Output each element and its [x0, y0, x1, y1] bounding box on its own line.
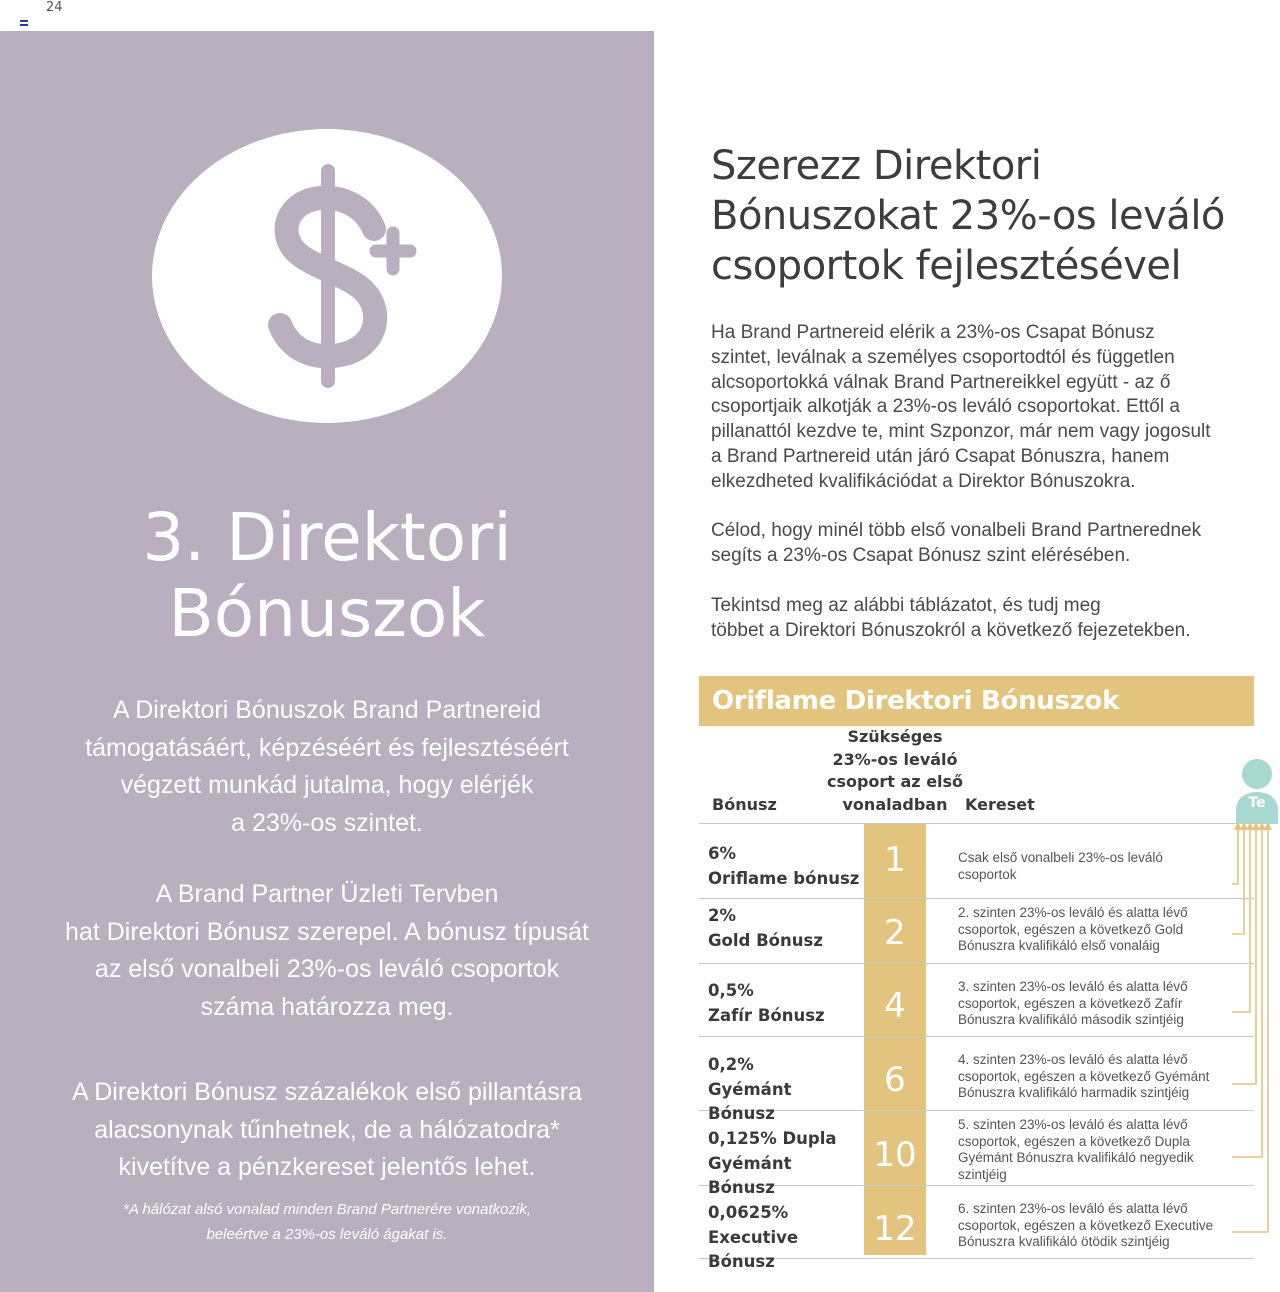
right-paragraph-2	[711, 519, 1266, 569]
text-line: száma határozza meg.	[200, 992, 454, 1021]
text-line: szintet, leválnak a személyes csoportodtól és független	[711, 346, 1175, 368]
required-count: 4	[884, 986, 906, 1026]
text-line: szintjéig	[958, 1166, 1007, 1182]
person-icon	[1232, 754, 1280, 824]
earning-text	[958, 850, 1248, 883]
left-title-line: Bónuszok	[168, 575, 486, 652]
header-required	[826, 726, 964, 816]
required-count: 1	[884, 840, 906, 880]
text-line: Bónuszra kvalifikáló harmadik szintjéig	[958, 1085, 1190, 1100]
row-divider	[699, 898, 1254, 899]
text-line: csoport az első	[826, 772, 964, 791]
text-line: alacsonynak tűnhetnek, de a hálózatodra*	[94, 1115, 560, 1144]
left-title-line: 3. Direktori	[142, 499, 512, 576]
table-banner	[699, 676, 1254, 726]
text-line: A Brand Partner Üzleti Tervben	[155, 880, 499, 908]
table-row-bonus	[708, 1127, 860, 1201]
earning-text	[958, 1117, 1248, 1183]
right-title	[711, 141, 1271, 291]
right-paragraph-3	[711, 594, 1266, 644]
text-line: Bónuszra kvalifikáló ötödik szintjéig	[958, 1234, 1170, 1249]
title-line: Szerezz Direktori	[711, 143, 1042, 189]
bonus-percent: 2%	[708, 906, 737, 925]
text-line: *A hálózat alsó vonalad minden Brand Partnerére vonatkozik,	[122, 1201, 532, 1218]
earning-text	[958, 1201, 1248, 1251]
text-line: Gyémánt Bónuszra kvalifikáló negyedik	[958, 1150, 1194, 1165]
left-paragraph-1	[30, 692, 624, 842]
flag-icon	[20, 20, 28, 26]
table-row-bonus	[708, 979, 860, 1028]
table-row-bonus	[708, 1053, 860, 1127]
footnote	[60, 1197, 594, 1247]
text-line: A Direktori Bónuszok Brand Partnereid	[113, 696, 541, 724]
text-line: Bónuszra kvalifikáló második szintjéig	[958, 1012, 1184, 1027]
bonus-percent: 6%	[708, 844, 737, 863]
table-row-bonus	[708, 1201, 860, 1275]
earning-text	[958, 905, 1248, 955]
bonus-name: Executive Bónusz	[708, 1227, 799, 1271]
text-line: végzett munkád jutalma, hogy elérjék	[120, 771, 534, 799]
text-line: a Brand Partnereid után járó Csapat Bónuszra, hanem	[711, 445, 1170, 467]
dollar-plus-icon	[152, 129, 502, 423]
bonus-name: Zafír Bónusz	[708, 1005, 825, 1025]
text-line: a 23%-os szintet.	[231, 808, 423, 837]
text-line: 2. szinten 23%-os leváló és alatta lévő	[958, 905, 1188, 920]
connector-arrows-icon	[1232, 822, 1280, 1252]
text-line: 6. szinten 23%-os leváló és alatta lévő	[958, 1201, 1188, 1216]
text-line: beleértve a 23%-os leváló ágakat is.	[206, 1226, 448, 1243]
text-line: támogatásáért, képzéséért és fejlesztéséért	[85, 733, 569, 762]
text-line: az első vonalbeli 23%-os leváló csoportok	[94, 955, 560, 983]
text-line: Tekintsd meg az alábbi táblázatot, és tudj meg	[711, 595, 1101, 616]
text-line: csoportok, egészen a következő Gold	[958, 921, 1184, 937]
text-line: elkezdheted kvalifikációdat a Direktor Bónuszokra.	[711, 470, 1136, 492]
text-line: pillanattól kezdve te, mint Szponzor, már nem vagy jogosult	[711, 421, 1211, 443]
text-line: 23%-os leváló	[832, 749, 958, 769]
text-line: Szükséges	[847, 727, 943, 746]
text-line: csoportok, egészen a következő Zafír	[958, 995, 1183, 1011]
bonus-name: Gyémánt Bónusz	[708, 1153, 792, 1197]
text-line: Csak első vonalbeli 23%-os leváló	[958, 850, 1163, 865]
header-bonus: Bónusz	[712, 795, 777, 814]
required-count: 2	[884, 913, 906, 953]
text-line: csoportjaik alkotják a 23%-os leváló csoportokat. Ettől a	[711, 396, 1180, 418]
right-paragraph-1	[711, 321, 1266, 495]
row-divider	[699, 823, 1254, 824]
bonus-percent: 0,0625%	[708, 1203, 789, 1222]
bonus-percent: 0,5%	[708, 981, 754, 1000]
title-line: csoportok fejlesztésével	[711, 243, 1182, 289]
text-line: A Direktori Bónusz százalékok első pillantásra	[72, 1078, 582, 1106]
bonus-percent: 0,125% Dupla	[708, 1129, 837, 1148]
text-line: Célod, hogy minél több első vonalbeli Brand Partnerednek	[711, 520, 1202, 541]
text-line: vonaladban	[842, 794, 948, 814]
title-line: Bónuszokat 23%-os leváló	[711, 193, 1225, 239]
table-row-bonus	[708, 904, 860, 953]
required-count: 12	[873, 1209, 917, 1249]
text-line: hat Direktori Bónusz szerepel. A bónusz típusát	[65, 917, 589, 946]
earning-text	[958, 1052, 1248, 1102]
bonus-percent: 0,2%	[708, 1055, 754, 1074]
text-line: Ha Brand Partnereid elérik a 23%-os Csapat Bónusz	[711, 322, 1155, 343]
text-line: csoportok	[958, 866, 1017, 882]
row-divider	[699, 963, 1254, 964]
page-number: 24	[46, 0, 63, 15]
avatar-label: Te	[1248, 795, 1266, 811]
bonus-name: Gold Bónusz	[708, 930, 823, 950]
text-line: 3. szinten 23%-os leváló és alatta lévő	[958, 979, 1188, 994]
bonus-name: Gyémánt Bónusz	[708, 1079, 792, 1123]
left-paragraph-3	[30, 1074, 624, 1187]
text-line: többet a Direktori Bónuszokról a következő fejezetekben.	[711, 619, 1191, 641]
text-line: 5. szinten 23%-os leváló és alatta lévő	[958, 1117, 1188, 1132]
header-earning: Kereset	[965, 795, 1035, 814]
left-title	[0, 500, 654, 652]
hero-circle	[152, 129, 502, 423]
text-line: csoportok, egészen a következő Dupla	[958, 1133, 1190, 1149]
required-count: 10	[873, 1135, 917, 1175]
text-line: Bónuszra kvalifikáló első vonaláig	[958, 938, 1160, 953]
required-count: 6	[884, 1060, 906, 1100]
text-line: csoportok, egészen a következő Gyémánt	[958, 1068, 1210, 1084]
earning-text	[958, 979, 1248, 1029]
text-line: alcsoportokká válnak Brand Partnereikkel együtt - az ő	[711, 371, 1171, 393]
table-title: Oriflame Direktori Bónuszok	[712, 686, 1120, 716]
text-line: csoportok, egészen a következő Executive	[958, 1217, 1214, 1233]
text-line: kivetítve a pénzkereset jelentős lehet.	[118, 1153, 536, 1181]
required-column	[864, 823, 926, 1255]
row-divider	[699, 1036, 1254, 1037]
left-paragraph-2	[30, 876, 624, 1026]
table-row-bonus	[708, 842, 860, 891]
text-line: segíts a 23%-os Csapat Bónusz szint elérésében.	[711, 544, 1131, 566]
text-line: 4. szinten 23%-os leváló és alatta lévő	[958, 1052, 1188, 1067]
bonus-name: Oriflame bónusz	[708, 868, 860, 888]
